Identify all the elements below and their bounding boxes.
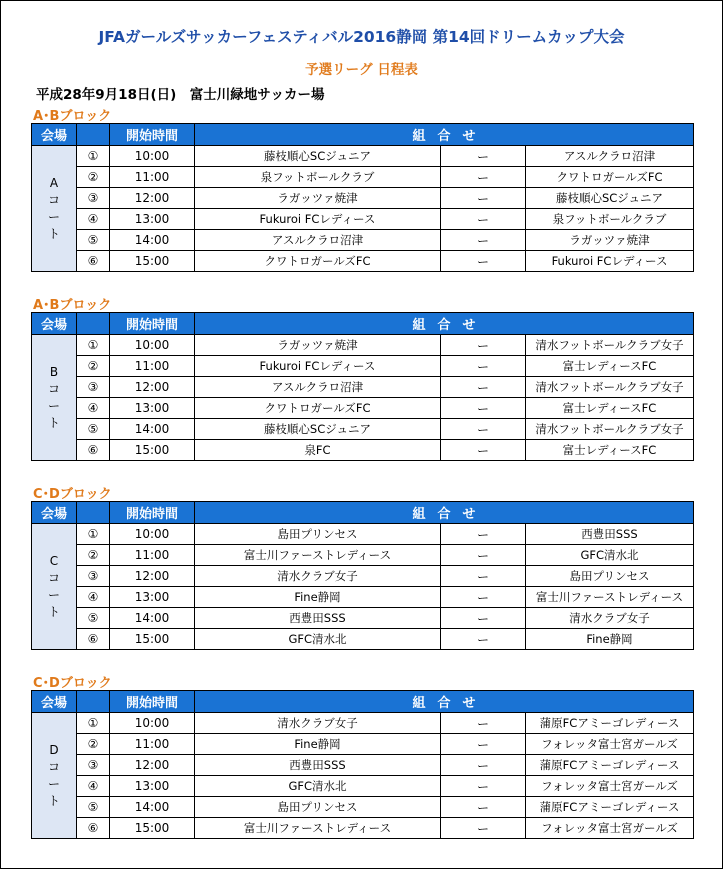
table-row xyxy=(32,440,694,461)
away-team: 藤枝順心SCジュニア xyxy=(526,188,694,209)
table-row xyxy=(32,566,694,587)
header-matchup-char: 組 xyxy=(412,318,426,333)
match-number: ④ xyxy=(77,587,110,608)
match-number: ⑥ xyxy=(77,440,110,461)
home-team: 島田プリンセス xyxy=(195,797,441,818)
table-row xyxy=(32,230,694,251)
versus-separator: ー xyxy=(441,755,526,776)
table-row xyxy=(32,524,694,545)
away-team: 蒲原FCアミーゴレディース xyxy=(526,797,694,818)
home-team: ラガッツァ焼津 xyxy=(195,335,441,356)
block-label: C･Dブロック xyxy=(33,676,112,691)
home-team: アスルクラロ沼津 xyxy=(195,377,441,398)
schedule-table xyxy=(31,123,694,272)
versus-separator: ー xyxy=(441,377,526,398)
versus-separator: ー xyxy=(441,713,526,734)
header-blank xyxy=(77,691,110,713)
header-matchup-char: 合 xyxy=(437,129,451,144)
home-team: 富士川ファーストレディース xyxy=(195,545,441,566)
versus-separator: ー xyxy=(441,167,526,188)
versus-separator: ー xyxy=(441,146,526,167)
table-row xyxy=(32,755,694,776)
table-row xyxy=(32,587,694,608)
match-number: ⑤ xyxy=(77,419,110,440)
header-venue: 会場 xyxy=(32,313,77,335)
away-team: 清水フットボールクラブ女子 xyxy=(526,419,694,440)
header-start-time: 開始時間 xyxy=(110,502,195,524)
versus-separator: ー xyxy=(441,356,526,377)
match-time: 12:00 xyxy=(110,566,195,587)
match-time: 12:00 xyxy=(110,377,195,398)
away-team: フォレッタ富士宮ガールズ xyxy=(526,734,694,755)
court-name: Aコート xyxy=(47,175,60,241)
header-venue: 会場 xyxy=(32,124,77,146)
away-team: フォレッタ富士宮ガールズ xyxy=(526,818,694,839)
table-header-row xyxy=(32,124,694,146)
table-row xyxy=(32,776,694,797)
versus-separator: ー xyxy=(441,524,526,545)
table-row xyxy=(32,734,694,755)
versus-separator: ー xyxy=(441,188,526,209)
block-label: C･Dブロック xyxy=(33,487,112,502)
versus-separator: ー xyxy=(441,629,526,650)
versus-separator: ー xyxy=(441,566,526,587)
home-team: 清水クラブ女子 xyxy=(195,713,441,734)
header-venue: 会場 xyxy=(32,502,77,524)
home-team: ラガッツァ焼津 xyxy=(195,188,441,209)
match-number: ⑤ xyxy=(77,797,110,818)
match-number: ② xyxy=(77,734,110,755)
home-team: 富士川ファーストレディース xyxy=(195,818,441,839)
versus-separator: ー xyxy=(441,251,526,272)
court-name: Dコート xyxy=(47,742,60,808)
table-row xyxy=(32,398,694,419)
home-team: クワトロガールズFC xyxy=(195,251,441,272)
home-team: 清水クラブ女子 xyxy=(195,566,441,587)
versus-separator: ー xyxy=(441,209,526,230)
date-venue: 平成28年9月18日(日) 富士川緑地サッカー場 xyxy=(36,87,325,103)
court-name: Cコート xyxy=(47,553,60,619)
header-blank xyxy=(77,502,110,524)
match-time: 13:00 xyxy=(110,776,195,797)
away-team: 蒲原FCアミーゴレディース xyxy=(526,713,694,734)
table-row xyxy=(32,797,694,818)
header-matchup-char: せ xyxy=(462,696,476,711)
match-time: 14:00 xyxy=(110,230,195,251)
schedule-table xyxy=(31,312,694,461)
header-blank xyxy=(77,313,110,335)
match-number: ⑥ xyxy=(77,251,110,272)
header-matchup-char: 組 xyxy=(412,696,426,711)
versus-separator: ー xyxy=(441,545,526,566)
away-team: ラガッツァ焼津 xyxy=(526,230,694,251)
match-time: 15:00 xyxy=(110,251,195,272)
table-row xyxy=(32,377,694,398)
table-row xyxy=(32,188,694,209)
court-cell xyxy=(32,146,77,272)
table-row xyxy=(32,167,694,188)
match-number: ④ xyxy=(77,776,110,797)
away-team: 富士川ファーストレディース xyxy=(526,587,694,608)
away-team: フォレッタ富士宮ガールズ xyxy=(526,776,694,797)
away-team: 泉フットボールクラブ xyxy=(526,209,694,230)
header-start-time: 開始時間 xyxy=(110,691,195,713)
header-matchup-char: 合 xyxy=(437,696,451,711)
away-team: アスルクラロ沼津 xyxy=(526,146,694,167)
table-row xyxy=(32,146,694,167)
match-number: ③ xyxy=(77,188,110,209)
match-number: ③ xyxy=(77,566,110,587)
away-team: 清水フットボールクラブ女子 xyxy=(526,377,694,398)
match-time: 13:00 xyxy=(110,587,195,608)
table-row xyxy=(32,818,694,839)
match-number: ③ xyxy=(77,377,110,398)
versus-separator: ー xyxy=(441,797,526,818)
header-matchup-char: せ xyxy=(462,507,476,522)
versus-separator: ー xyxy=(441,587,526,608)
header-matchup-char: せ xyxy=(462,318,476,333)
match-time: 14:00 xyxy=(110,608,195,629)
home-team: クワトロガールズFC xyxy=(195,398,441,419)
header-matchup-char: 合 xyxy=(437,318,451,333)
home-team: Fukuroi FCレディース xyxy=(195,356,441,377)
match-time: 10:00 xyxy=(110,713,195,734)
versus-separator: ー xyxy=(441,818,526,839)
table-row xyxy=(32,335,694,356)
header-matchup-char: せ xyxy=(462,129,476,144)
header-start-time: 開始時間 xyxy=(110,124,195,146)
away-team: クワトロガールズFC xyxy=(526,167,694,188)
away-team: 島田プリンセス xyxy=(526,566,694,587)
match-time: 14:00 xyxy=(110,797,195,818)
match-number: ⑥ xyxy=(77,818,110,839)
table-row xyxy=(32,629,694,650)
match-time: 10:00 xyxy=(110,335,195,356)
match-number: ② xyxy=(77,356,110,377)
match-time: 11:00 xyxy=(110,545,195,566)
match-time: 14:00 xyxy=(110,419,195,440)
header-matchup xyxy=(195,691,694,713)
versus-separator: ー xyxy=(441,335,526,356)
match-number: ③ xyxy=(77,755,110,776)
match-time: 13:00 xyxy=(110,398,195,419)
away-team: 西豊田SSS xyxy=(526,524,694,545)
header-matchup xyxy=(195,124,694,146)
court-cell xyxy=(32,524,77,650)
home-team: 西豊田SSS xyxy=(195,608,441,629)
match-time: 15:00 xyxy=(110,440,195,461)
block-label: A･Bブロック xyxy=(33,298,112,313)
home-team: 島田プリンセス xyxy=(195,524,441,545)
match-number: ② xyxy=(77,545,110,566)
versus-separator: ー xyxy=(441,419,526,440)
versus-separator: ー xyxy=(441,734,526,755)
match-time: 11:00 xyxy=(110,734,195,755)
court-cell xyxy=(32,713,77,839)
match-time: 10:00 xyxy=(110,146,195,167)
home-team: 泉フットボールクラブ xyxy=(195,167,441,188)
match-number: ④ xyxy=(77,209,110,230)
table-row xyxy=(32,713,694,734)
match-time: 12:00 xyxy=(110,188,195,209)
table-header-row xyxy=(32,502,694,524)
header-matchup-char: 組 xyxy=(412,507,426,522)
home-team: 泉FC xyxy=(195,440,441,461)
table-row xyxy=(32,209,694,230)
match-number: ① xyxy=(77,524,110,545)
header-start-time: 開始時間 xyxy=(110,313,195,335)
match-time: 11:00 xyxy=(110,356,195,377)
versus-separator: ー xyxy=(441,398,526,419)
match-number: ① xyxy=(77,335,110,356)
block-label: A･Bブロック xyxy=(33,109,112,124)
table-row xyxy=(32,608,694,629)
home-team: Fine静岡 xyxy=(195,734,441,755)
match-number: ④ xyxy=(77,398,110,419)
match-time: 13:00 xyxy=(110,209,195,230)
schedule-table xyxy=(31,501,694,650)
home-team: GFC清水北 xyxy=(195,776,441,797)
table-row xyxy=(32,545,694,566)
away-team: 富士レディースFC xyxy=(526,356,694,377)
home-team: Fine静岡 xyxy=(195,587,441,608)
away-team: 清水クラブ女子 xyxy=(526,608,694,629)
match-number: ② xyxy=(77,167,110,188)
away-team: 清水フットボールクラブ女子 xyxy=(526,335,694,356)
away-team: GFC清水北 xyxy=(526,545,694,566)
home-team: 西豊田SSS xyxy=(195,755,441,776)
match-time: 12:00 xyxy=(110,755,195,776)
home-team: 藤枝順心SCジュニア xyxy=(195,146,441,167)
match-time: 10:00 xyxy=(110,524,195,545)
match-time: 11:00 xyxy=(110,167,195,188)
table-row xyxy=(32,419,694,440)
match-number: ⑤ xyxy=(77,608,110,629)
page-title: JFAガールズサッカーフェスティバル2016静岡 第14回ドリームカップ大会 xyxy=(98,28,625,46)
match-time: 15:00 xyxy=(110,818,195,839)
header-matchup xyxy=(195,502,694,524)
page-subtitle: 予選リーグ 日程表 xyxy=(305,62,418,78)
versus-separator: ー xyxy=(441,440,526,461)
header-matchup xyxy=(195,313,694,335)
home-team: Fukuroi FCレディース xyxy=(195,209,441,230)
header-venue: 会場 xyxy=(32,691,77,713)
match-number: ⑥ xyxy=(77,629,110,650)
header-matchup-char: 合 xyxy=(437,507,451,522)
table-row xyxy=(32,251,694,272)
match-time: 15:00 xyxy=(110,629,195,650)
away-team: Fine静岡 xyxy=(526,629,694,650)
versus-separator: ー xyxy=(441,230,526,251)
match-number: ① xyxy=(77,713,110,734)
versus-separator: ー xyxy=(441,776,526,797)
court-name: Bコート xyxy=(47,364,60,430)
away-team: 蒲原FCアミーゴレディース xyxy=(526,755,694,776)
home-team: GFC清水北 xyxy=(195,629,441,650)
table-header-row xyxy=(32,313,694,335)
match-number: ⑤ xyxy=(77,230,110,251)
home-team: アスルクラロ沼津 xyxy=(195,230,441,251)
match-number: ① xyxy=(77,146,110,167)
home-team: 藤枝順心SCジュニア xyxy=(195,419,441,440)
header-matchup-char: 組 xyxy=(412,129,426,144)
versus-separator: ー xyxy=(441,608,526,629)
away-team: 富士レディースFC xyxy=(526,440,694,461)
table-row xyxy=(32,356,694,377)
schedule-table xyxy=(31,690,694,839)
court-cell xyxy=(32,335,77,461)
header-blank xyxy=(77,124,110,146)
away-team: Fukuroi FCレディース xyxy=(526,251,694,272)
away-team: 富士レディースFC xyxy=(526,398,694,419)
table-header-row xyxy=(32,691,694,713)
